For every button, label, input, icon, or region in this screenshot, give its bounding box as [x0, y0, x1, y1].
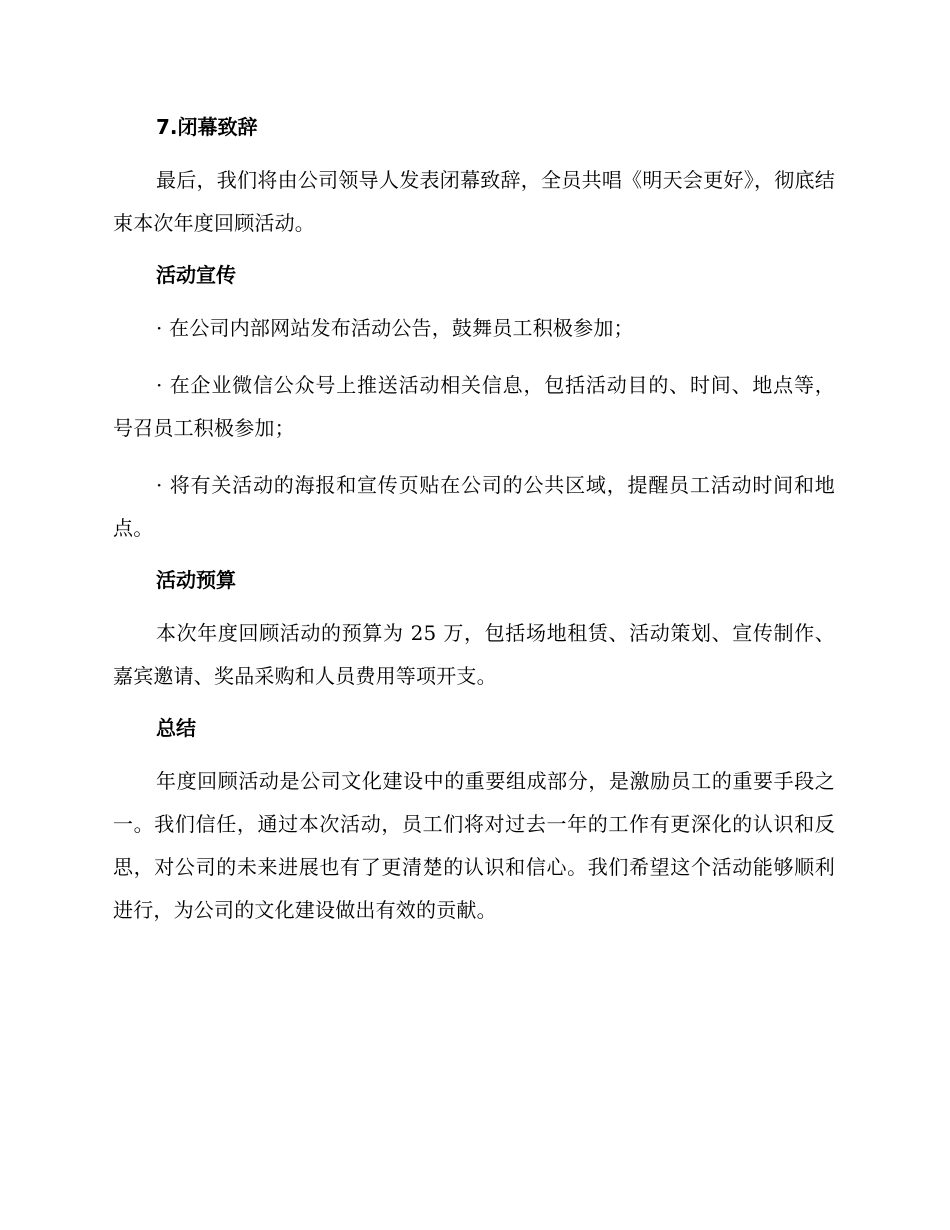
- document-body: [113, 111, 835, 946]
- section-heading-summary: 总结: [156, 716, 196, 740]
- bullet-item: · 将有关活动的海报和宣传页贴在公司的公共区域，提醒员工活动时间和地点。: [113, 473, 835, 540]
- section-heading-promotion: 活动宣传: [156, 263, 236, 287]
- section-heading-closing-speech: 7.闭幕致辞: [156, 115, 258, 139]
- paragraph: 本次年度回顾活动的预算为 25 万，包括场地租赁、活动策划、宣传制作、嘉宾邀请、奖品采购和人员费用等项开支。: [113, 621, 835, 688]
- paragraph: 最后，我们将由公司领导人发表闭幕致辞，全员共唱《明天会更好》，彻底结束本次年度回顾活动。: [113, 168, 835, 235]
- section-heading-budget: 活动预算: [156, 568, 236, 592]
- paragraph: 年度回顾活动是公司文化建设中的重要组成部分，是激励员工的重要手段之一。我们信任，通过本次活动，员工们将对过去一年的工作有更深化的认识和反思，对公司的未来进展也有了更清楚的认识和信心。我们希望这个活动能够顺利进行，为公司的文化建设做出有效的贡献。: [113, 769, 835, 922]
- bullet-item: · 在公司内部网站发布活动公告，鼓舞员工积极参加；: [156, 316, 634, 340]
- bullet-item: · 在企业微信公众号上推送活动相关信息，包括活动目的、时间、地点等，号召员工积极参加；: [113, 373, 835, 440]
